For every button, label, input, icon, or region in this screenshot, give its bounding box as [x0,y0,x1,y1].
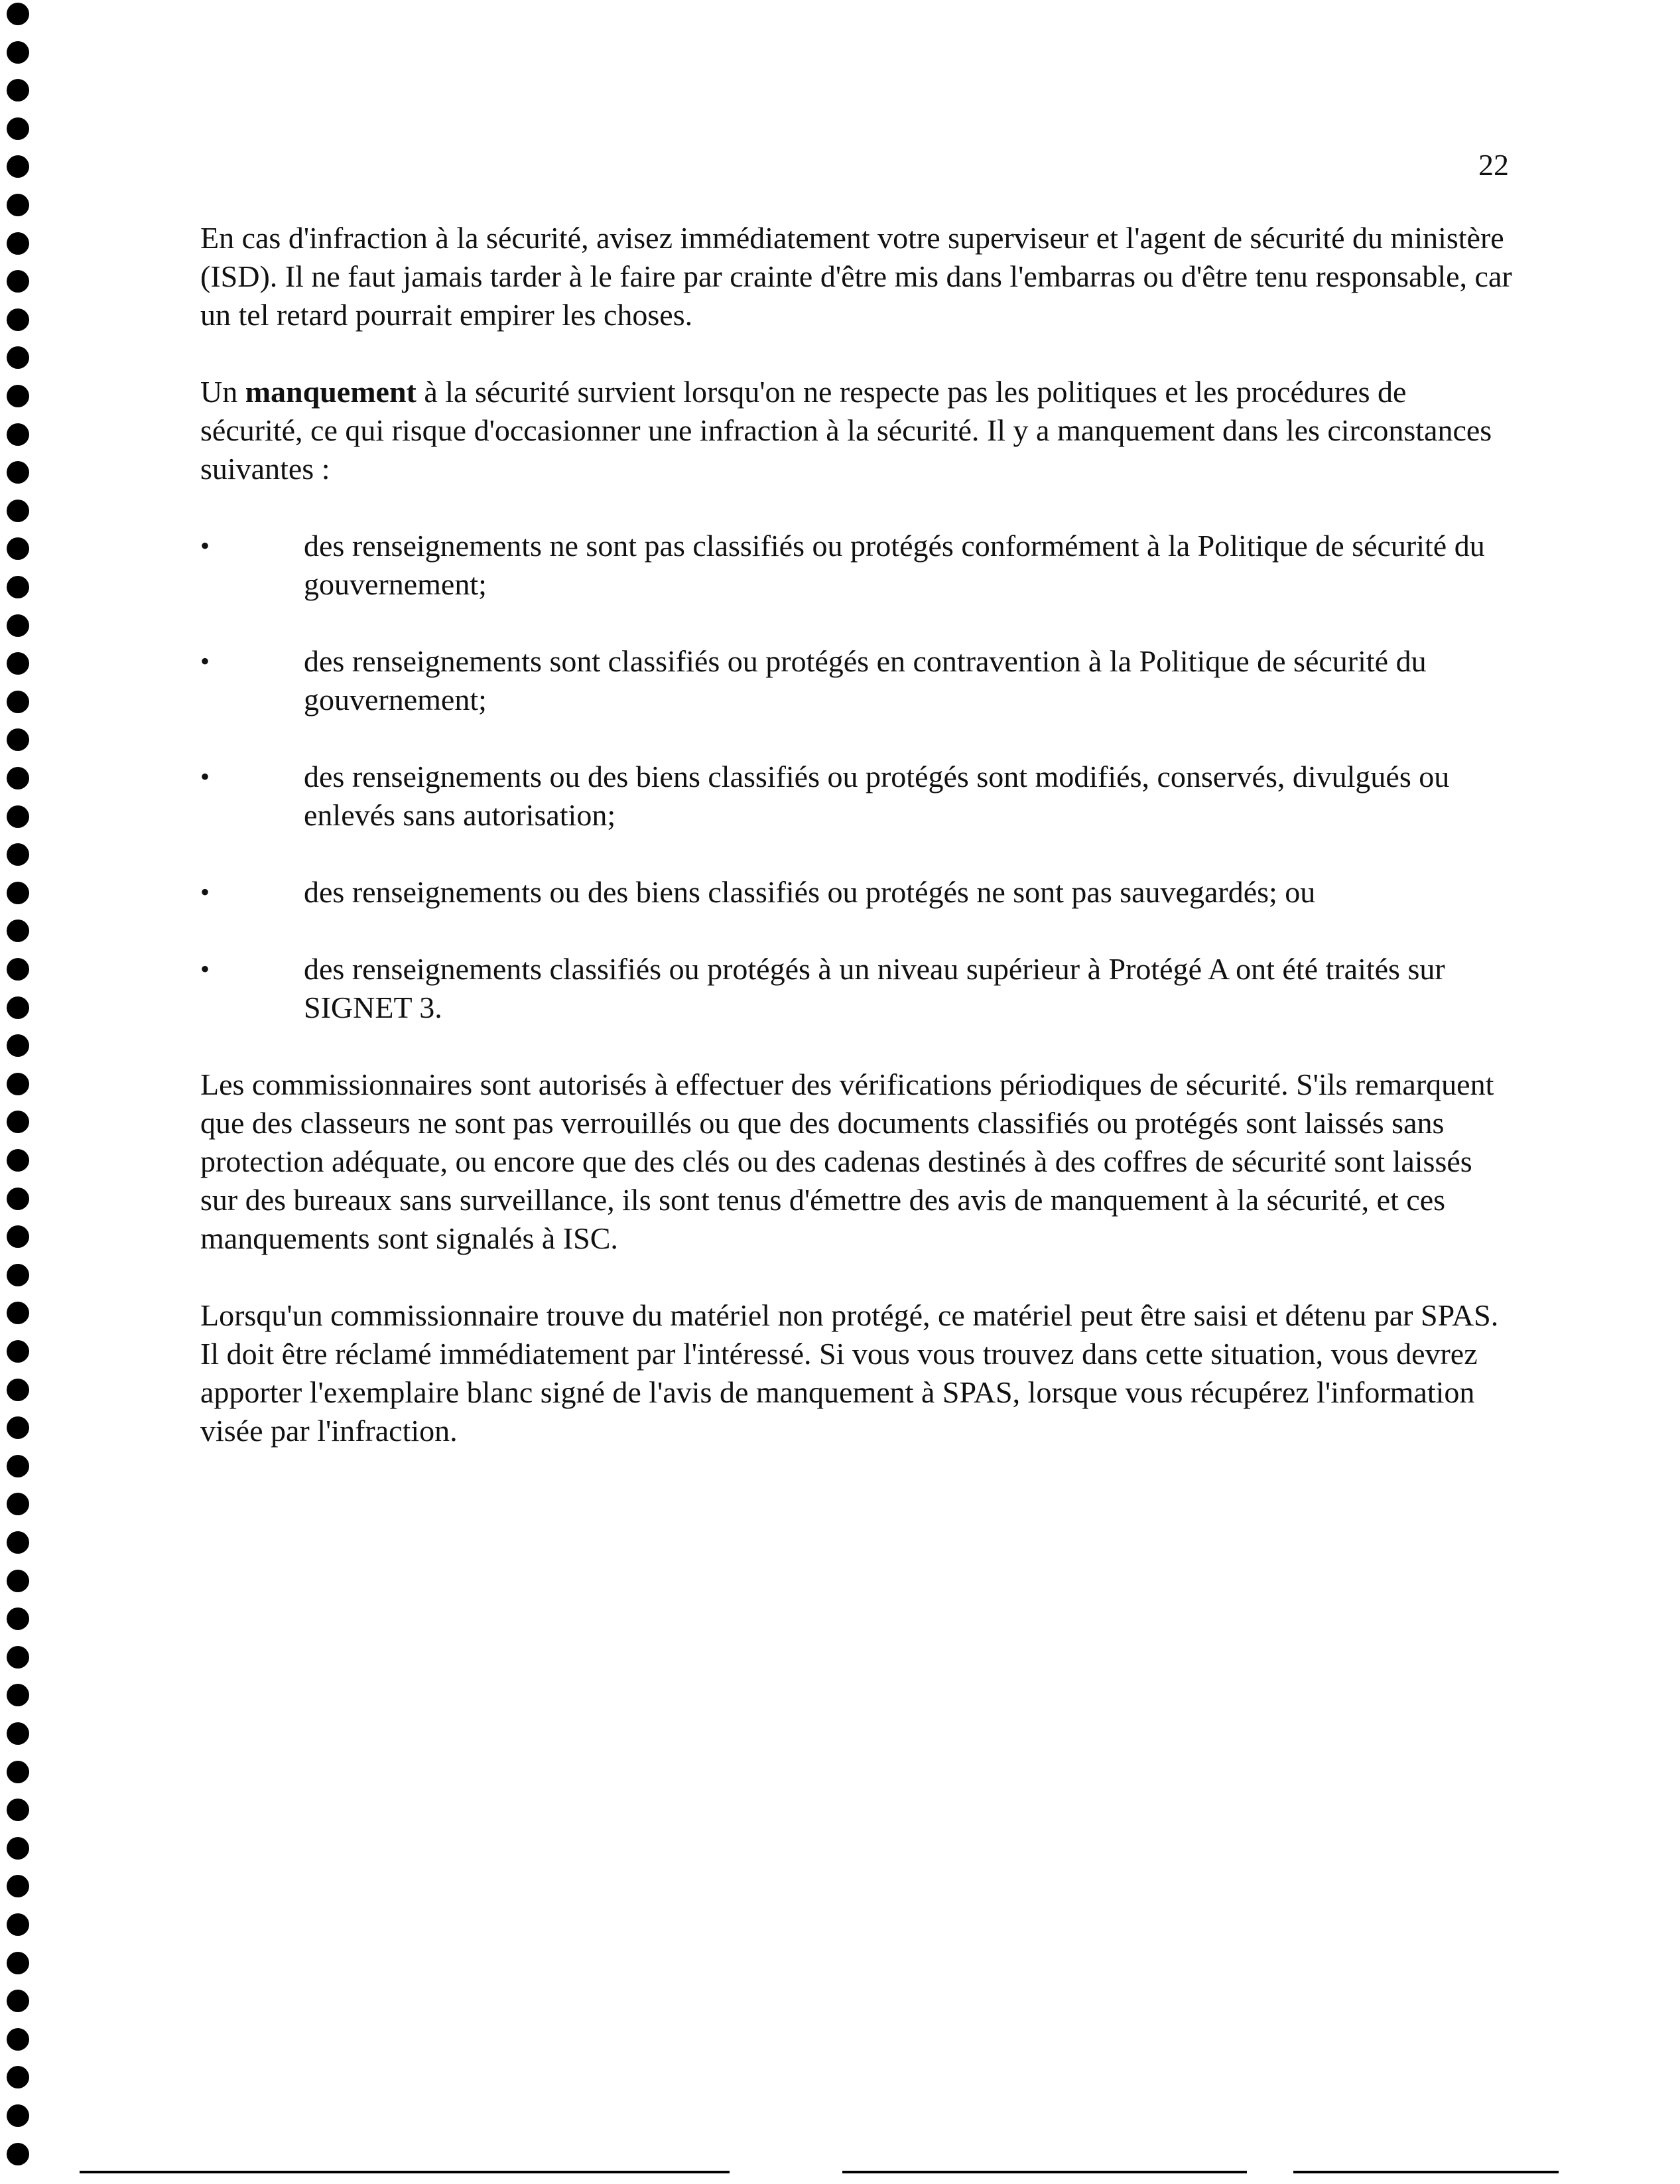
binder-hole-icon [7,2143,29,2165]
bullet-icon: • [200,646,210,676]
bullet-icon: • [200,877,210,907]
binder-hole-icon [7,3,29,25]
binder-hole-icon [7,996,29,1019]
paragraph-lead-text: Un [200,375,245,409]
list-item [200,950,1514,1027]
binder-hole-icon [7,958,29,981]
list-item-text: des renseignements ou des biens classifiés ou protégés sont modifiés, conservés, divulgués ou enlevés sans autorisation; [304,760,1450,832]
binder-hole-icon [7,1531,29,1554]
binder-hole-icon [7,1225,29,1248]
binder-hole-icon [7,1416,29,1439]
paragraph-manquement-definition [200,373,1514,488]
bullet-icon: • [200,954,210,984]
binder-hole-icon [7,1913,29,1936]
binder-hole-icon [7,1455,29,1477]
binder-hole-icon [7,576,29,598]
paragraph-infraction-notice: En cas d'infraction à la sécurité, avisez immédiatement votre superviseur et l'agent de sécurité du ministère (ISD). Il ne faut jamais tarder à le faire par crainte d'être mis dans l'embarras ou d'être tenu responsable, car un tel retard pourrait empirer les choses. [200,221,1512,332]
list-item-text: des renseignements classifiés ou protégés à un niveau supérieur à Protégé A ont été traités sur SIGNET 3. [304,952,1445,1024]
document-body [200,219,1514,1489]
binder-hole-icon [7,1761,29,1783]
list-item [200,873,1514,912]
bullet-icon: • [200,762,210,791]
bottom-rule-middle [842,2171,1247,2173]
paragraph-rest-text: à la sécurité survient lorsqu'on ne respecte pas les politiques et les procédures de sécurité, ce qui risque d'occasionner une infraction à la sécurité. Il y a manquement dans les circonstances suivantes : [200,375,1492,486]
bullet-icon: • [200,531,210,561]
binder-hole-icon [7,1264,29,1286]
binder-hole-icon [7,1799,29,1821]
binder-hole-icon [7,500,29,522]
binder-hole-icon [7,270,29,293]
list-item-text: des renseignements ne sont pas classifiés ou protégés conformément à la Politique de sécurité du gouvernement; [304,529,1485,601]
binder-hole-icon [7,1034,29,1057]
binder-hole-icon [7,920,29,942]
binder-hole-icon [7,1302,29,1324]
binder-hole-icon [7,461,29,484]
binder-hole-icon [7,1684,29,1706]
binder-hole-icon [7,423,29,446]
binder-hole-icon [7,194,29,216]
binder-hole-icon [7,41,29,64]
binder-hole-icon [7,155,29,178]
binder-hole-icon [7,728,29,751]
binder-hole-icon [7,1990,29,2012]
paragraph-commissionnaires-checks: Les commissionnaires sont autorisés à effectuer des vérifications périodiques de sécurité. S'ils remarquent que des classeurs ne sont pas verrouillés ou que des documents classifiés ou protégés sont laissés sans protection adéquate, ou encore que des clés ou des cadenas destinés à des coffres de sécurité sont laissés sur des bureaux sans surveillance, ils sont tenus d'émettre des avis de manquement à la sécurité, et ces manquements sont signalés à ISC. [200,1067,1494,1255]
binder-hole-icon [7,346,29,369]
binder-hole-icon [7,1952,29,1974]
binder-hole-strip [0,0,40,2184]
binder-hole-icon [7,537,29,560]
binder-hole-icon [7,308,29,331]
binder-hole-icon [7,652,29,675]
binder-hole-icon [7,1188,29,1210]
binder-hole-icon [7,2028,29,2051]
binder-hole-icon [7,1646,29,1669]
bold-term-manquement: manquement [245,375,417,409]
binder-hole-icon [7,614,29,637]
binder-hole-icon [7,1073,29,1095]
circumstances-list [200,527,1514,1027]
binder-hole-icon [7,1607,29,1630]
bottom-rule-left [80,2171,730,2173]
binder-hole-icon [7,232,29,255]
binder-hole-icon [7,1493,29,1515]
bottom-rule-right [1293,2171,1559,2173]
binder-hole-icon [7,882,29,904]
binder-hole-icon [7,1111,29,1133]
binder-hole-icon [7,805,29,828]
binder-hole-icon [7,1570,29,1592]
binder-hole-icon [7,2066,29,2088]
paragraph-seized-material: Lorsqu'un commissionnaire trouve du matériel non protégé, ce matériel peut être saisi et détenu par SPAS. Il doit être réclamé immédiatement par l'intéressé. Si vous vous trouvez dans cette situation, vous devrez apporter l'exemplaire blanc signé de l'avis de manquement à SPAS, lorsque vous récupérez l'information visée par l'infraction. [200,1298,1499,1448]
binder-hole-icon [7,1722,29,1745]
list-item [200,642,1514,719]
list-item-text: des renseignements ou des biens classifiés ou protégés ne sont pas sauvegardés; ou [304,875,1316,909]
binder-hole-icon [7,1837,29,1860]
binder-hole-icon [7,691,29,713]
page-number: 22 [1478,148,1509,182]
binder-hole-icon [7,1875,29,1897]
binder-hole-icon [7,1340,29,1363]
binder-hole-icon [7,1379,29,1401]
binder-hole-icon [7,843,29,866]
binder-hole-icon [7,117,29,140]
list-item [200,527,1514,604]
list-item [200,758,1514,835]
list-item-text: des renseignements sont classifiés ou protégés en contravention à la Politique de sécurité du gouvernement; [304,644,1427,717]
binder-hole-icon [7,79,29,102]
binder-hole-icon [7,1149,29,1172]
binder-hole-icon [7,2104,29,2127]
binder-hole-icon [7,767,29,789]
binder-hole-icon [7,385,29,407]
